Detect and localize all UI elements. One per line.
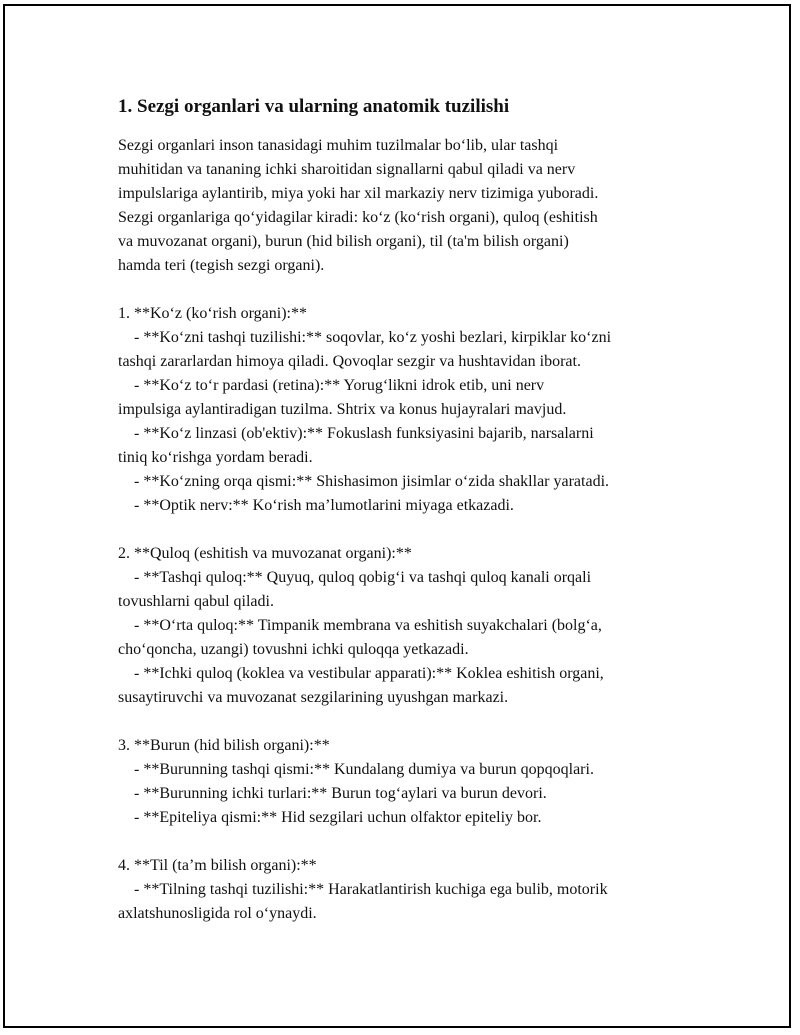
section-line: tovushlarni qabul qiladi. — [118, 593, 274, 610]
section-line: - **Ko‘z linzasi (ob'ektiv):** Fokuslash funksiyasini bajarib, narsalarni — [134, 425, 594, 442]
section-2 — [118, 542, 698, 710]
section-line: - **Optik nerv:** Ko‘rish ma’lumotlarini miyaga etkazadi. — [134, 497, 514, 514]
section-line: - **Tashqi quloq:** Quyuq, quloq qobig‘i va tashqi quloq kanali orqali — [134, 569, 592, 586]
section-line: impulsiga aylantiradigan tuzilma. Shtrix va konus hujayralari mavjud. — [118, 401, 567, 418]
intro-line: impulslariga aylantirib, miya yoki har xil markaziy nerv tizimiga yuboradi. — [118, 185, 599, 202]
section-line: cho‘qoncha, uzangi) tovushni ichki quloqqa yetkazadi. — [118, 641, 469, 658]
section-line: - **Tilning tashqi tuzilishi:** Harakatlantirish kuchiga ega bulib, motorik — [134, 881, 608, 898]
section-line: - **Epiteliya qismi:** Hid sezgilari uchun olfaktor epiteliy bor. — [134, 809, 542, 826]
section-heading: 4. **Til (ta’m bilish organi):** — [118, 857, 317, 874]
section-heading: 1. **Ko‘z (ko‘rish organi):** — [118, 305, 307, 322]
section-line: - **Burunning ichki turlari:** Burun tog‘aylari va burun devori. — [134, 785, 547, 802]
section-line: susaytiruvchi va muvozanat sezgilarining uyushgan markazi. — [118, 689, 509, 706]
section-line: - **Ko‘z to‘r pardasi (retina):** Yorug‘likni idrok etib, uni nerv — [134, 377, 545, 394]
section-line: - **Ko‘zni tashqi tuzilishi:** soqovlar, ko‘z yoshi bezlari, kirpiklar ko‘zni — [134, 329, 612, 346]
intro-line: va muvozanat organi), burun (hid bilish organi), til (ta'm bilish organi) — [118, 233, 569, 250]
document-title: 1. Sezgi organlari va ularning anatomik tuzilishi — [118, 96, 510, 117]
document-body — [118, 94, 698, 926]
section-line: tiniq ko‘rishga yordam beradi. — [118, 449, 313, 466]
intro-line: hamda teri (tegish sezgi organi). — [118, 257, 325, 274]
intro-line: Sezgi organlari inson tanasidagi muhim tuzilmalar bo‘lib, ular tashqi — [118, 137, 559, 154]
sections-container — [118, 302, 698, 926]
intro-line: muhitidan va tananing ichki sharoitidan signallarni qabul qiladi va nerv — [118, 161, 576, 178]
section-4 — [118, 854, 698, 926]
section-3 — [118, 734, 698, 830]
section-heading: 3. **Burun (hid bilish organi):** — [118, 737, 330, 754]
section-1 — [118, 302, 698, 518]
section-line: - **O‘rta quloq:** Timpanik membrana va eshitish suyakchalari (bolg‘a, — [134, 617, 602, 634]
section-line: tashqi zararlardan himoya qiladi. Qovoqlar sezgir va hushtavidan iborat. — [118, 353, 581, 370]
intro-line: Sezgi organlariga qo‘yidagilar kiradi: ko‘z (ko‘rish organi), quloq (eshitish — [118, 209, 598, 226]
section-line: axlatshunosligida rol o‘ynaydi. — [118, 905, 317, 922]
section-line: - **Ko‘zning orqa qismi:** Shishasimon jisimlar o‘zida shakllar yaratadi. — [134, 473, 610, 490]
intro-paragraph — [118, 134, 698, 278]
section-line: - **Ichki quloq (koklea va vestibular apparati):** Koklea eshitish organi, — [134, 665, 604, 682]
section-line: - **Burunning tashqi qismi:** Kundalang dumiya va burun qopqoqlari. — [134, 761, 594, 778]
section-heading: 2. **Quloq (eshitish va muvozanat organi):** — [118, 545, 412, 562]
